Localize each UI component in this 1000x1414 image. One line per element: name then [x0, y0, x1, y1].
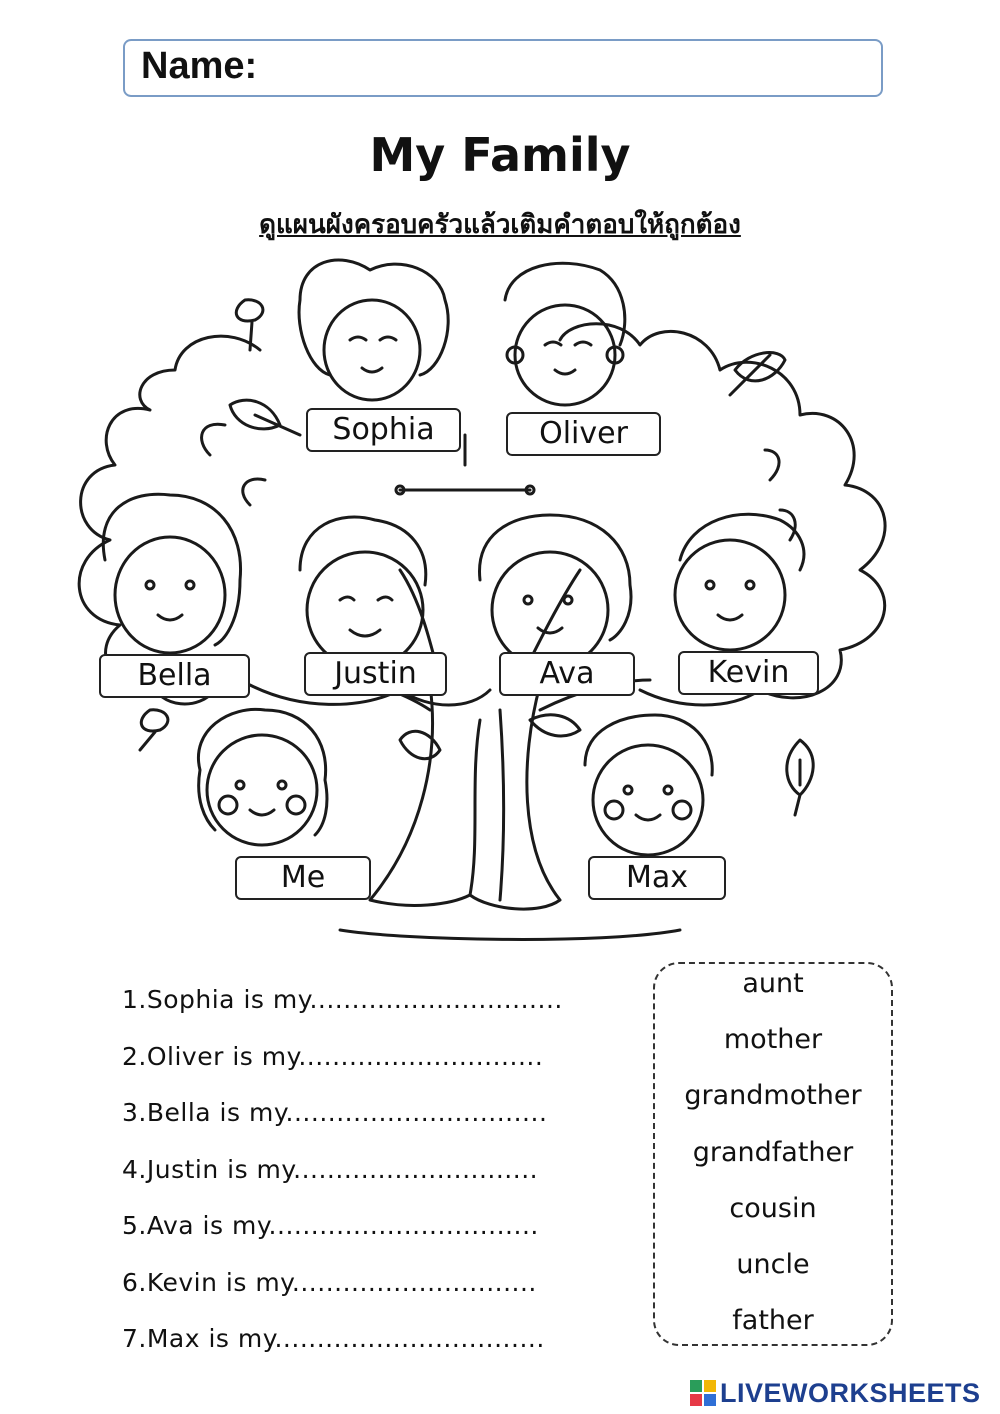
- name-tag-max: Max: [588, 856, 726, 900]
- instruction-subtitle: ดูแผนผังครอบครัวแล้วเติมคำตอบให้ถูกต้อง: [259, 210, 741, 240]
- liveworksheets-watermark[interactable]: [690, 1376, 981, 1410]
- question-item[interactable]: 2.Oliver is my.............................: [122, 1041, 544, 1071]
- name-tag-sophia: Sophia: [306, 408, 461, 452]
- name-tag-ava: Ava: [499, 652, 635, 696]
- question-item[interactable]: 3.Bella is my...............................: [122, 1098, 548, 1127]
- word-bank-item: uncle: [736, 1249, 810, 1280]
- me-face: [198, 709, 327, 845]
- word-bank-item: grandmother: [684, 1080, 862, 1111]
- kevin-face: [675, 514, 804, 650]
- name-tag-me: Me: [235, 856, 371, 900]
- word-bank-item: grandfather: [692, 1137, 854, 1168]
- word-bank-item: mother: [723, 1024, 823, 1055]
- word-bank-item: father: [732, 1305, 814, 1336]
- word-bank-item: aunt: [742, 968, 804, 999]
- question-item[interactable]: 1.Sophia is my..............................: [122, 985, 563, 1014]
- word-bank: [653, 962, 893, 1346]
- question-item[interactable]: 5.Ava is my................................: [122, 1211, 539, 1240]
- bella-face: [103, 494, 240, 653]
- name-field-box: [123, 39, 883, 97]
- question-item[interactable]: 7.Max is my................................: [122, 1324, 545, 1353]
- max-face: [585, 715, 712, 855]
- name-tag-bella: Bella: [99, 654, 250, 698]
- word-bank-item: cousin: [729, 1193, 817, 1224]
- question-item[interactable]: 6.Kevin is my.............................: [122, 1267, 537, 1297]
- justin-face: [300, 517, 426, 668]
- ava-face: [480, 515, 631, 668]
- liveworksheets-logo-icon: [690, 1380, 716, 1406]
- grandmother-face: [299, 260, 448, 400]
- name-label: Name:: [141, 45, 258, 87]
- page-title: My Family: [369, 128, 631, 182]
- question-list: [122, 985, 563, 1381]
- watermark-text: LIVEWORKSHEETS: [720, 1377, 981, 1408]
- family-tree-illustration: [0, 240, 1000, 970]
- name-tag-justin: Justin: [304, 652, 447, 696]
- name-tag-kevin: Kevin: [678, 651, 819, 695]
- name-input[interactable]: [285, 49, 869, 91]
- question-item[interactable]: 4.Justin is my.............................: [122, 1154, 539, 1184]
- name-tag-oliver: Oliver: [506, 412, 661, 456]
